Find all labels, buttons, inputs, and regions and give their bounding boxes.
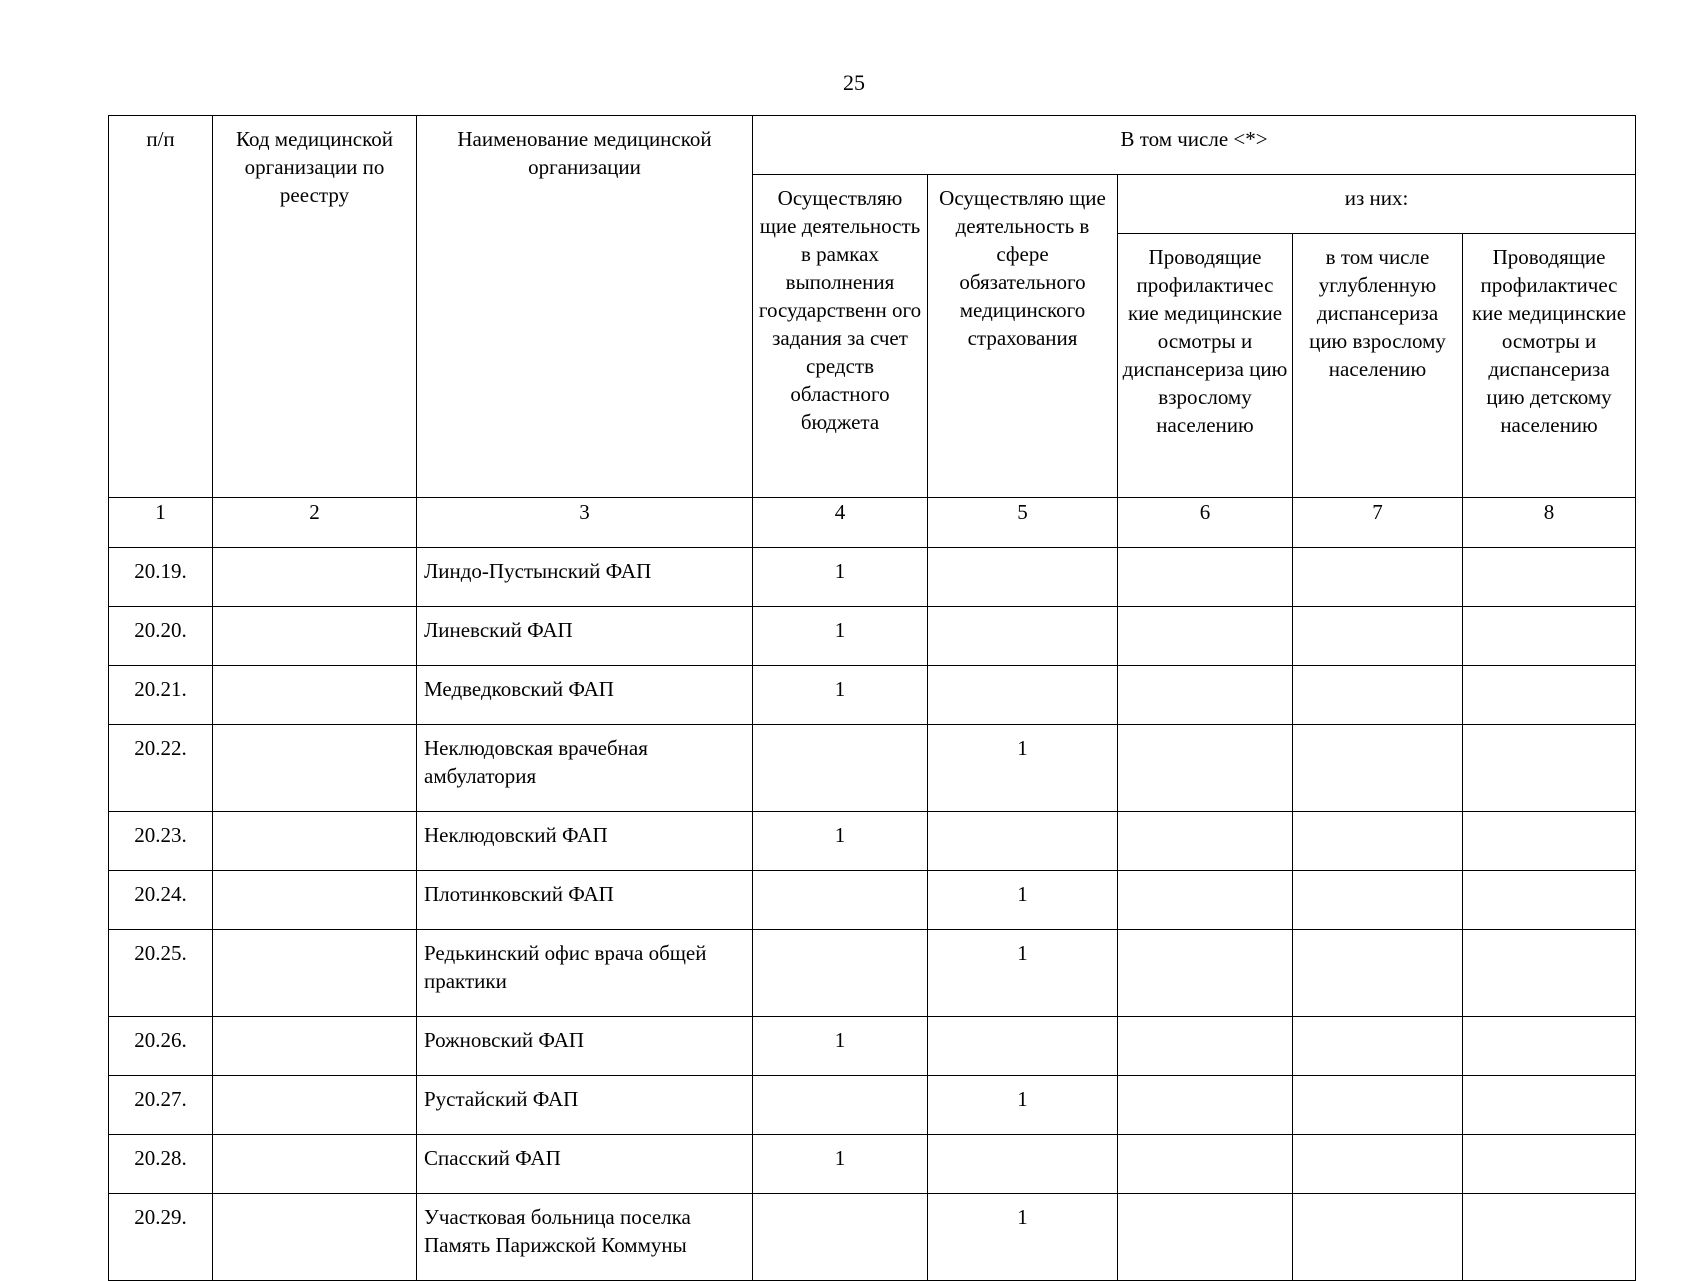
row-col5 xyxy=(928,607,1118,666)
row-col4: 1 xyxy=(753,666,928,725)
header-state-task: Осуществляю щие деятельность в рамках выполнения государственн ого задания за счет средств областного бюджета xyxy=(753,175,928,498)
row-col8 xyxy=(1463,666,1636,725)
row-col7 xyxy=(1293,1017,1463,1076)
row-code xyxy=(213,1135,417,1194)
header-of-them: из них: xyxy=(1118,175,1636,234)
row-col5 xyxy=(928,1017,1118,1076)
row-col4: 1 xyxy=(753,812,928,871)
row-col6 xyxy=(1118,607,1293,666)
page-number: 25 xyxy=(843,70,865,95)
table-row xyxy=(109,1017,1636,1076)
row-name: Плотинковский ФАП xyxy=(417,871,753,930)
row-col5 xyxy=(928,548,1118,607)
row-col6 xyxy=(1118,871,1293,930)
row-col6 xyxy=(1118,666,1293,725)
row-col7 xyxy=(1293,1135,1463,1194)
row-col5: 1 xyxy=(928,725,1118,812)
header-np: п/п xyxy=(109,116,213,498)
row-col8 xyxy=(1463,1017,1636,1076)
row-code xyxy=(213,871,417,930)
header-oms: Осуществляю щие деятельность в сфере обязательного медицинского страхования xyxy=(928,175,1118,498)
header-including: В том числе <*> xyxy=(753,116,1636,175)
row-col5: 1 xyxy=(928,871,1118,930)
row-name: Медведковский ФАП xyxy=(417,666,753,725)
row-col7 xyxy=(1293,930,1463,1017)
row-number: 20.29. xyxy=(109,1194,213,1281)
row-code xyxy=(213,1017,417,1076)
row-name: Спасский ФАП xyxy=(417,1135,753,1194)
row-col6 xyxy=(1118,1194,1293,1281)
table-row xyxy=(109,1194,1636,1281)
row-col6 xyxy=(1118,725,1293,812)
row-number: 20.19. xyxy=(109,548,213,607)
row-col7 xyxy=(1293,607,1463,666)
row-col7 xyxy=(1293,812,1463,871)
table-row xyxy=(109,607,1636,666)
row-col6 xyxy=(1118,1076,1293,1135)
row-code xyxy=(213,812,417,871)
column-number: 8 xyxy=(1463,498,1636,548)
row-code xyxy=(213,725,417,812)
row-code xyxy=(213,930,417,1017)
row-number: 20.24. xyxy=(109,871,213,930)
row-col7 xyxy=(1293,725,1463,812)
row-col5 xyxy=(928,812,1118,871)
row-col5 xyxy=(928,666,1118,725)
header-code: Код медицинской организации по реестру xyxy=(213,116,417,498)
row-col4: 1 xyxy=(753,607,928,666)
table-row xyxy=(109,666,1636,725)
row-col4 xyxy=(753,930,928,1017)
table-row xyxy=(109,1076,1636,1135)
table-row xyxy=(109,725,1636,812)
table-row xyxy=(109,548,1636,607)
header-name: Наименование медицинской организации xyxy=(417,116,753,498)
row-code xyxy=(213,1076,417,1135)
medical-organizations-table xyxy=(108,115,1636,1281)
row-col6 xyxy=(1118,1017,1293,1076)
row-col8 xyxy=(1463,1194,1636,1281)
row-col4: 1 xyxy=(753,1135,928,1194)
row-col4 xyxy=(753,725,928,812)
row-col5 xyxy=(928,1135,1118,1194)
row-col8 xyxy=(1463,812,1636,871)
column-number: 3 xyxy=(417,498,753,548)
row-col4: 1 xyxy=(753,1017,928,1076)
row-name: Участковая больница поселка Память Парижской Коммуны xyxy=(417,1194,753,1281)
column-number: 6 xyxy=(1118,498,1293,548)
row-col6 xyxy=(1118,930,1293,1017)
row-code xyxy=(213,666,417,725)
row-number: 20.23. xyxy=(109,812,213,871)
row-col7 xyxy=(1293,1194,1463,1281)
row-col5: 1 xyxy=(928,1194,1118,1281)
row-col6 xyxy=(1118,548,1293,607)
row-name: Редькинский офис врача общей практики xyxy=(417,930,753,1017)
row-number: 20.25. xyxy=(109,930,213,1017)
column-number: 7 xyxy=(1293,498,1463,548)
row-col5: 1 xyxy=(928,1076,1118,1135)
row-name: Рустайский ФАП xyxy=(417,1076,753,1135)
row-col8 xyxy=(1463,548,1636,607)
row-code xyxy=(213,1194,417,1281)
row-number: 20.21. xyxy=(109,666,213,725)
header-row-1 xyxy=(109,116,1636,175)
row-col8 xyxy=(1463,607,1636,666)
row-number: 20.28. xyxy=(109,1135,213,1194)
row-name: Неклюдовская врачебная амбулатория xyxy=(417,725,753,812)
row-col7 xyxy=(1293,871,1463,930)
table-row xyxy=(109,871,1636,930)
row-col5: 1 xyxy=(928,930,1118,1017)
column-numbers-row xyxy=(109,498,1636,548)
row-col8 xyxy=(1463,871,1636,930)
row-code xyxy=(213,607,417,666)
row-col8 xyxy=(1463,1135,1636,1194)
row-col8 xyxy=(1463,930,1636,1017)
row-col7 xyxy=(1293,548,1463,607)
table-row xyxy=(109,930,1636,1017)
row-number: 20.27. xyxy=(109,1076,213,1135)
row-col8 xyxy=(1463,1076,1636,1135)
row-code xyxy=(213,548,417,607)
column-number: 1 xyxy=(109,498,213,548)
row-col4 xyxy=(753,871,928,930)
row-col6 xyxy=(1118,812,1293,871)
row-name: Линевский ФАП xyxy=(417,607,753,666)
header-prof-adult: Проводящие профилактичес кие медицинские осмотры и диспансериза цию взрослому населению xyxy=(1118,234,1293,498)
row-number: 20.22. xyxy=(109,725,213,812)
row-name: Рожновский ФАП xyxy=(417,1017,753,1076)
row-col6 xyxy=(1118,1135,1293,1194)
header-prof-child: Проводящие профилактичес кие медицинские осмотры и диспансериза цию детскому населению xyxy=(1463,234,1636,498)
row-name: Неклюдовский ФАП xyxy=(417,812,753,871)
row-number: 20.26. xyxy=(109,1017,213,1076)
row-col4 xyxy=(753,1076,928,1135)
row-col4 xyxy=(753,1194,928,1281)
row-col4: 1 xyxy=(753,548,928,607)
row-col7 xyxy=(1293,1076,1463,1135)
table-row xyxy=(109,1135,1636,1194)
table-row xyxy=(109,812,1636,871)
column-number: 4 xyxy=(753,498,928,548)
row-number: 20.20. xyxy=(109,607,213,666)
header-deep-adult: в том числе углубленную диспансериза цию взрослому населению xyxy=(1293,234,1463,498)
row-col8 xyxy=(1463,725,1636,812)
column-number: 5 xyxy=(928,498,1118,548)
row-col7 xyxy=(1293,666,1463,725)
column-number: 2 xyxy=(213,498,417,548)
row-name: Линдо-Пустынский ФАП xyxy=(417,548,753,607)
